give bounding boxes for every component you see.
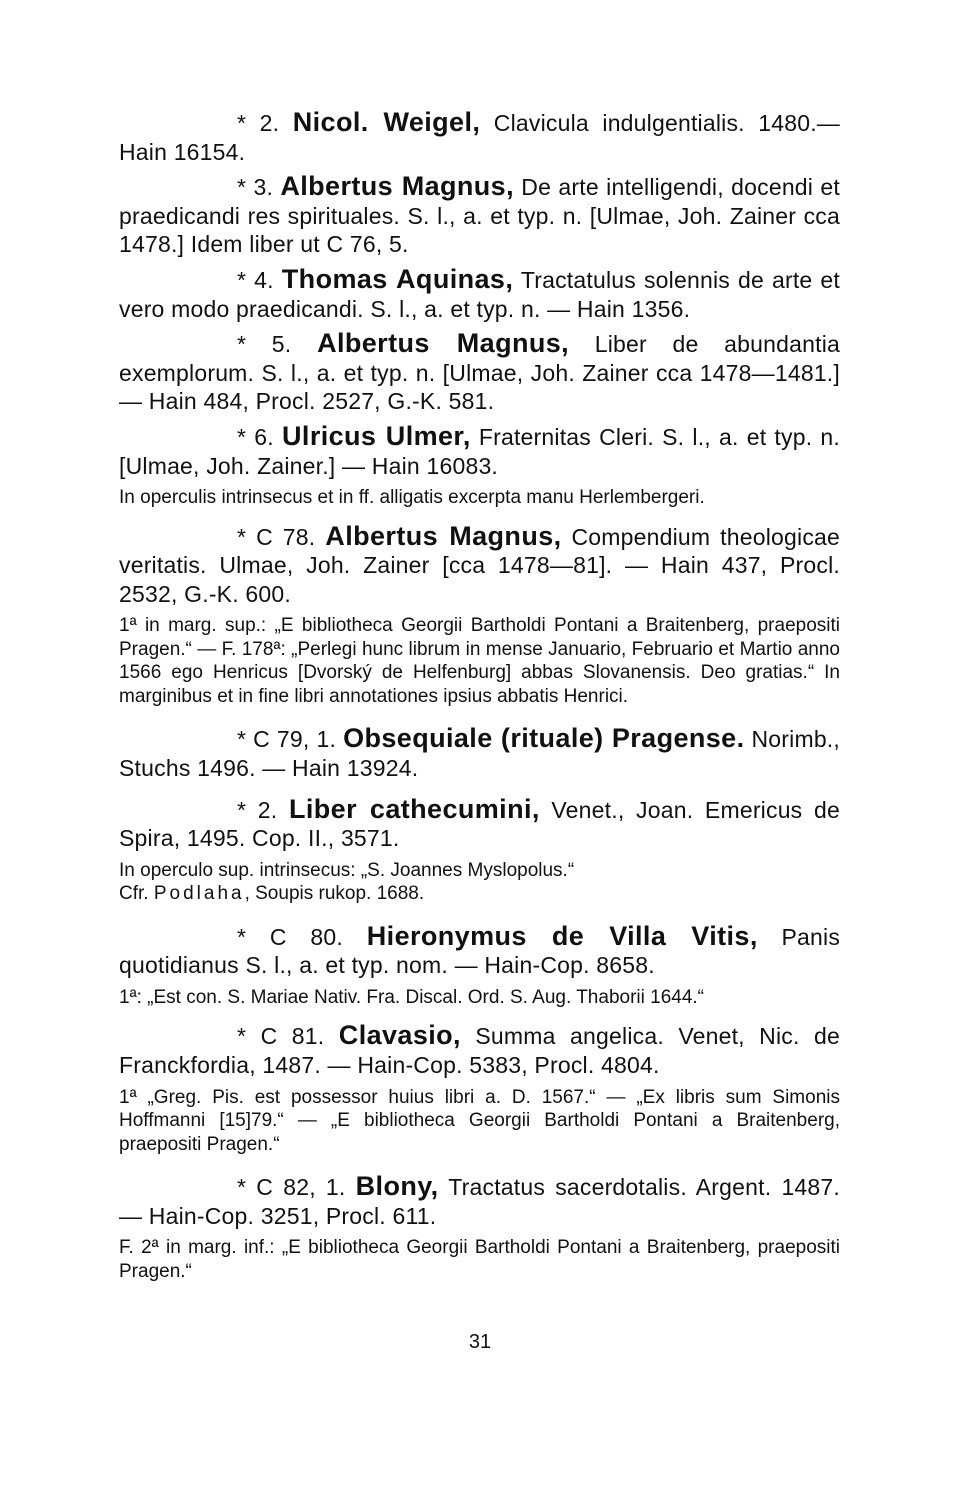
author-name: Obsequiale (rituale) Pragense. (343, 723, 745, 754)
entry-note: 1ª: „Est con. S. Mariae Nativ. Fra. Discal. Ord. S. Aug. Thaborii 1644.“ (119, 986, 705, 1008)
entry-note: F. 2ª in marg. inf.: „E bibliotheca Georgii Bartholdi Pontani a Braitenberg, praepositi Pragen.“ (119, 1237, 840, 1282)
entry-number: * 3. (237, 174, 274, 201)
entry-number: * 2. (237, 796, 278, 823)
entry-number: * 5. (237, 331, 292, 358)
entry-note: 1ª „Greg. Pis. est possessor huius libri a. D. 1567.“ — „Ex libris sum Simonis Hoffmanni [15]79.“ — „E bibliotheca Georgii Bartholdi Pontani a Braitenberg, praepositi Pragen.“ (119, 1086, 840, 1155)
entry-text: Compendium theologicae veritatis. Ulmae, Joh. Zainer [cca 1478—81]. — Hain 437, Procl. 2532, G.-K. 600. (119, 523, 841, 607)
author-name: Blony, (355, 1171, 439, 1202)
note-author-spaced: Podlaha (153, 883, 245, 905)
entry-note-reference (119, 882, 840, 906)
entry-10 (119, 1021, 840, 1079)
entry-1 (119, 108, 840, 166)
entry-note: In operculis intrinsecus et in ff. alligatis excerpta manu Herlembergeri. (119, 487, 705, 509)
author-name: Albertus Magnus, (280, 171, 514, 202)
entry-7 (119, 724, 840, 782)
author-name: Albertus Magnus, (317, 328, 570, 359)
entry-number: * 2. (237, 110, 280, 136)
entry-text: Liber de abundantia exemplorum. S. l., a. et typ. n. [Ulmae, Joh. Zainer cca 1478—1481.] — Hain 484, Procl. 2527, G.-K. 581. (119, 331, 841, 415)
entry-number: * 4. (237, 266, 274, 293)
author-name: Hieronymus de Villa Vitis, (366, 920, 758, 951)
author-name: Clavasio, (338, 1020, 461, 1051)
entry-number: * C 79, 1. (237, 726, 337, 753)
entry-number: * 6. (237, 423, 274, 450)
note-prefix: Cfr. (119, 883, 154, 905)
entry-note: In operculo sup. intrinsecus: „S. Joannes Myslopolus.“ (119, 859, 575, 881)
author-name: Ulricus Ulmer, (282, 420, 471, 451)
entry-number: * C 82, 1. (237, 1174, 346, 1201)
entry-9 (119, 922, 840, 980)
note-suffix: , Soupis rukop. 1688. (244, 883, 425, 905)
entry-text: Summa angelica. Venet, Nic. de Franckfordia, 1487. — Hain-Cop. 5383, Procl. 4804. (119, 1023, 840, 1079)
entry-number: * C 80. (237, 923, 344, 950)
entry-2 (119, 172, 840, 259)
author-name: Liber cathecumini, (288, 793, 540, 824)
author-name: Thomas Aquinas, (281, 263, 514, 294)
entry-text: Tractatulus solennis de arte et vero modo praedicandi. S. l., a. et typ. n. — Hain 1356. (119, 266, 841, 322)
page-number: 31 (468, 1331, 492, 1353)
entry-6 (119, 522, 840, 609)
entry-8 (119, 795, 840, 853)
entry-text: De arte intelligendi, docendi et praedicandi res spirituales. S. l., a. et typ. n. [Ulmae, Joh. Zainer cca 1478.] Idem liber ut C 76, 5. (119, 174, 840, 258)
entry-text: Clavicula indulgentialis. 1480.— Hain 16154. (119, 110, 841, 165)
entry-text: Fraternitas Cleri. S. l., a. et typ. n. [Ulmae, Joh. Zainer.] — Hain 16083. (119, 423, 841, 479)
entry-number: * C 81. (237, 1023, 325, 1050)
entry-text: Panis quotidianus S. l., a. et typ. nom. — Hain-Cop. 8658. (119, 923, 841, 979)
entry-3 (119, 265, 840, 323)
entry-text: Norimb., Stuchs 1496. — Hain 13924. (119, 726, 840, 781)
entry-4 (119, 329, 840, 416)
entry-text: Tractatus sacerdotalis. Argent. 1487. — Hain-Cop. 3251, Procl. 611. (119, 1174, 841, 1229)
entry-5 (119, 422, 840, 480)
entry-11 (119, 1172, 840, 1230)
entry-text: Venet., Joan. Emericus de Spira, 1495. Cop. II., 3571. (119, 796, 840, 852)
entry-number: * C 78. (237, 523, 316, 550)
author-name: Nicol. Weigel, (292, 107, 481, 137)
author-name: Albertus Magnus, (325, 520, 562, 551)
entry-note: 1ª in marg. sup.: „E bibliotheca Georgii Bartholdi Pontani a Braitenberg, praepositi Pragen.“ — F. 178ª: „Perlegi hunc librum in mense Januario, Februario et Martio anno 1566 ego Henricus [Dvorský de Helfenburg] abbas Slovanensis. Deo gratias.“ In marginibus et in fine libri annotationes ipsius abbatis Henrici. (119, 615, 840, 707)
